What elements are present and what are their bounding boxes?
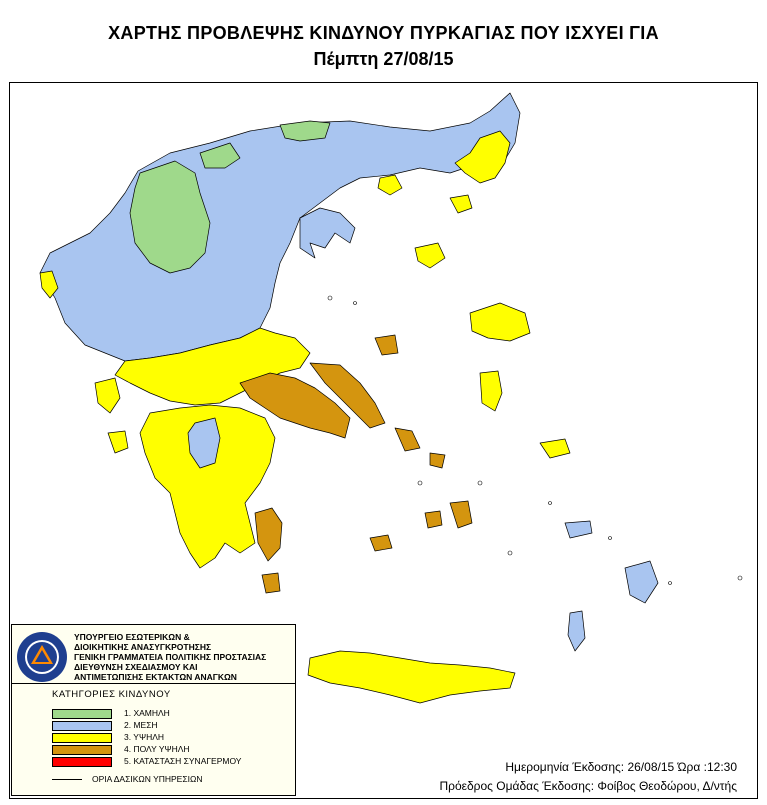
legend-label-alarm: 5. ΚΑΤΑΣΤΑΣΗ ΣΥΝΑΓΕΡΜΟΥ (124, 756, 242, 766)
map-date: Πέμπτη 27/08/15 (313, 49, 454, 69)
legend-label-medium: 2. ΜΕΣΗ (124, 720, 158, 730)
island-crete (308, 651, 515, 703)
island-chios (480, 371, 502, 411)
island-samothraki (450, 195, 472, 213)
island-andros (395, 428, 420, 451)
island-rhodes (625, 561, 658, 603)
region-rhodope-green (280, 121, 330, 141)
island-thasos (378, 175, 402, 195)
legend-label-very-high: 4. ΠΟΛΥ ΥΨΗΛΗ (124, 744, 190, 754)
island-skyros (375, 335, 398, 355)
island-kos (565, 521, 592, 538)
island-tinos (430, 453, 445, 468)
swatch-low (52, 709, 112, 719)
region-northern-greece (40, 93, 520, 361)
legend-label-high: 3. ΥΨΗΛΗ (124, 732, 165, 742)
island-naxos (450, 501, 472, 528)
swatch-high (52, 733, 112, 743)
island-samos (540, 439, 570, 458)
civil-protection-emblem-icon (16, 631, 68, 683)
categories-heading: ΚΑΤΗΓΟΡΙΕΣ ΚΙΝΔΥΝΟΥ (52, 689, 171, 700)
legend-label-low: 1. ΧΑΜΗΛΗ (124, 708, 170, 718)
issue-date: Ημερομηνία Έκδοσης: 26/08/15 Ώρα :12:30 (505, 760, 737, 774)
region-argolida (255, 508, 282, 561)
issuer: Πρόεδρος Ομάδας Έκδοσης: Φοίβος Θεοδώρου, Δ/ντής (439, 779, 737, 793)
swatch-alarm (52, 757, 112, 767)
island-milos (370, 535, 392, 551)
boundary-label: ΟΡΙΑ ΔΑΣΙΚΩΝ ΥΠΗΡΕΣΙΩΝ (92, 774, 203, 784)
island-limnos (415, 243, 445, 268)
island-lesvos (470, 303, 530, 341)
island-karpathos (568, 611, 585, 651)
island-kythira (262, 573, 280, 593)
island-kefalonia (95, 378, 120, 413)
map-title: ΧΑΡΤΗΣ ΠΡΟΒΛΕΨΗΣ ΚΙΝΔΥΝΟΥ ΠΥΡΚΑΓΙΑΣ ΠΟΥ ΙΣΧΥΕΙ ΓΙΑ (108, 23, 659, 43)
island-zakynthos (108, 431, 128, 453)
legend-panel (11, 624, 296, 796)
island-paros (425, 511, 442, 528)
boundary-line-sample (52, 779, 82, 780)
swatch-very-high (52, 745, 112, 755)
legend-header (12, 625, 295, 684)
ministry-text: ΥΠΟΥΡΓΕΙΟ ΕΣΩΤΕΡΙΚΩΝ & ΔΙΟΙΚΗΤΙΚΗΣ ΑΝΑΣΥΓΚΡΟΤΗΣΗΣ ΓΕΝΙΚΗ ΓΡΑΜΜΑΤΕΙΑ ΠΟΛΙΤΙΚΗΣ ΠΡΟΣΤΑΣΙΑΣ ΔΙΕΥΘΥΝΣΗ ΣΧΕΔΙΑΣΜΟΥ ΚΑΙ ΑΝΤΙΜΕΤΩΠΙΣΗΣ ΕΚΤΑΚΤΩΝ ΑΝΑΓΚΩΝ (74, 632, 267, 682)
swatch-medium (52, 721, 112, 731)
region-chalkidiki (300, 208, 355, 258)
